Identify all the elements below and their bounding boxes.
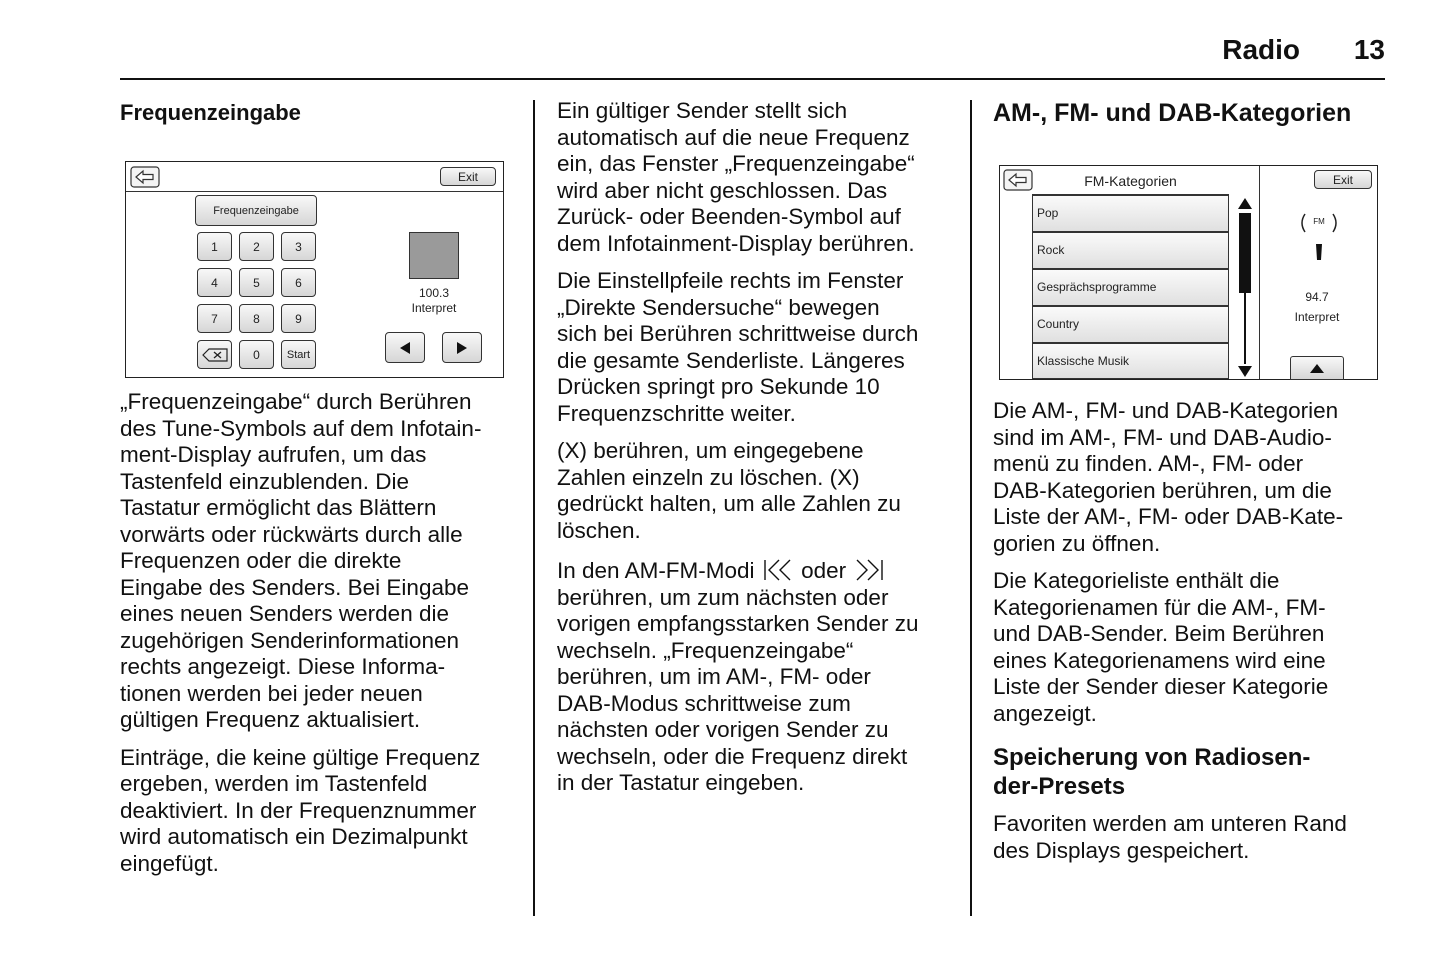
tune-up-button[interactable]: [442, 332, 482, 363]
text-line: rechts angezeigt. Diese Informa-: [120, 654, 446, 679]
paragraph: [993, 568, 1385, 727]
text-line: Tastatur ermöglicht das Blättern: [120, 495, 437, 520]
text-line: Zurück- oder Beenden-Symbol auf: [557, 204, 901, 229]
text-line: „Direkte Sendersuche“ bewegen: [557, 294, 880, 320]
column-2: [557, 98, 952, 797]
text-line: berühren, um im AM-, FM- oder: [557, 664, 871, 689]
text-line: ergeben, werden im Tastenfeld: [120, 771, 428, 796]
key-3-button[interactable]: 3: [281, 232, 316, 261]
arrow-left-icon: [398, 341, 412, 355]
frequency-entry-screen-figure: [125, 161, 504, 378]
text-line: Die Einstellpfeile rechts im Fenster: [557, 268, 904, 293]
exit-button[interactable]: Exit: [1314, 170, 1372, 189]
column-divider: [533, 100, 535, 916]
text-line: und DAB-Sender. Beim Berühren: [993, 621, 1325, 646]
section-heading-categories: AM-, FM- und DAB-Kategorien: [993, 99, 1352, 127]
text-line: berühren, um zum nächsten oder: [557, 584, 889, 610]
scrollbar[interactable]: [1234, 196, 1256, 379]
text-line: gedrückt halten, um alle Zahlen zu: [557, 491, 901, 516]
key-4-button[interactable]: 4: [197, 268, 232, 297]
arrow-up-icon: [1309, 363, 1325, 374]
text-line: löschen.: [557, 517, 641, 543]
album-art-placeholder: [409, 232, 459, 279]
back-icon[interactable]: [1003, 169, 1033, 191]
presets-up-button[interactable]: [1290, 356, 1344, 380]
paragraph: [993, 398, 1385, 557]
back-icon[interactable]: [130, 166, 160, 188]
category-item-pop[interactable]: Pop: [1032, 195, 1229, 232]
paragraph: [120, 389, 481, 877]
text-line: des Displays gespeichert.: [993, 837, 1250, 863]
key-5-button[interactable]: 5: [239, 268, 274, 297]
text-line: Frequenzschritte weiter.: [557, 400, 796, 426]
text-line: vorigen empfangsstarken Sender zu: [557, 611, 919, 636]
key-7-button[interactable]: 7: [197, 304, 232, 333]
tune-down-button[interactable]: [385, 332, 425, 363]
text-fragment: oder: [801, 558, 847, 583]
text-line: in der Tastatur eingeben.: [557, 770, 805, 795]
column-3-text: [993, 398, 1385, 864]
text-line: automatisch auf die neue Frequenz: [557, 124, 910, 150]
text-line: tionen werden bei jeder neuen: [120, 680, 423, 706]
text-line: sind im AM-, FM- und DAB-Audio-: [993, 424, 1332, 450]
list-title: FM-Kategorien: [1032, 166, 1229, 195]
paragraph: [557, 268, 952, 427]
paragraph: [557, 98, 952, 257]
text-line: [557, 558, 952, 585]
key-8-button[interactable]: 8: [239, 304, 274, 333]
paragraph: [557, 558, 952, 797]
section-title: Radio: [1222, 34, 1300, 65]
text-line: Kategorienamen für die AM-, FM-: [993, 594, 1326, 620]
text-line: ein, das Fenster „Frequenzeingabe“: [557, 151, 915, 176]
exit-button[interactable]: Exit: [440, 167, 496, 186]
panel-divider: [1259, 166, 1260, 379]
seek-forward-icon: [854, 559, 884, 581]
heading-line: der-Presets: [993, 773, 1126, 800]
text-line: menü zu finden. AM-, FM- oder: [993, 451, 1304, 476]
key-1-button[interactable]: 1: [197, 232, 232, 261]
text-line: Favoriten werden am unteren Rand: [993, 811, 1347, 836]
text-line: wird aber nicht geschlossen. Das: [557, 177, 888, 203]
text-line: wechseln, oder die Frequenz direkt: [557, 743, 908, 769]
text-line: die gesamte Senderliste. Längeres: [557, 347, 905, 373]
frequency-label: 94.7: [1305, 290, 1329, 304]
scroll-up-icon: [1238, 198, 1252, 209]
text-line: Liste der AM-, FM- oder DAB-Kate-: [993, 504, 1344, 529]
frequency-entry-button[interactable]: Frequenzeingabe: [195, 195, 317, 226]
paragraph: [557, 438, 952, 544]
text-line: Ein gültiger Sender stellt sich: [557, 98, 848, 123]
fm-categories-screen-figure: [999, 165, 1378, 380]
text-line: des Tune-Symbols auf dem Infotain-: [120, 415, 482, 441]
artist-label: Interpret: [1294, 310, 1340, 324]
text-line: zugehörigen Senderinformationen: [120, 627, 459, 653]
text-line: eingefügt.: [120, 850, 219, 876]
key-6-button[interactable]: 6: [281, 268, 316, 297]
text-line: vorwärts oder rückwärts durch alle: [120, 521, 463, 547]
section-heading-frequenzeingabe: Frequenzeingabe: [120, 100, 301, 125]
text-line: ment-Display aufrufen, um das: [120, 442, 427, 467]
text-line: Einträge, die keine gültige Frequenz: [120, 744, 481, 770]
text-line: Liste der Sender dieser Kategorie: [993, 674, 1329, 699]
category-item-rock[interactable]: Rock: [1032, 232, 1229, 269]
text-line: angezeigt.: [993, 700, 1097, 726]
text-line: eines neuen Senders werden die: [120, 601, 449, 626]
text-line: DAB-Kategorien berühren, um die: [993, 477, 1332, 503]
column-divider: [970, 100, 972, 916]
backspace-icon: [202, 348, 228, 362]
text-line: wechseln. „Frequenzeingabe“: [557, 637, 854, 663]
text-line: Die Kategorieliste enthält die: [993, 568, 1280, 593]
text-line: Tastenfeld einzublenden. Die: [120, 468, 409, 494]
key-0-button[interactable]: 0: [239, 340, 274, 369]
text-line: dem Infotainment-Display berühren.: [557, 230, 915, 256]
category-item-talk[interactable]: Gesprächsprogramme: [1032, 269, 1229, 306]
text-line: Die AM-, FM- und DAB-Kategorien: [993, 398, 1339, 423]
text-line: DAB-Modus schrittweise zum: [557, 690, 851, 716]
text-line: „Frequenzeingabe“ durch Berühren: [120, 389, 472, 414]
text-line: Frequenzen oder die direkte: [120, 548, 402, 573]
text-line: deaktiviert. In der Frequenznummer: [120, 797, 477, 823]
scroll-down-icon: [1238, 366, 1252, 377]
text-line: nächsten oder vorigen Sender zu: [557, 717, 889, 742]
text-line: eines Kategorienamens wird eine: [993, 647, 1326, 673]
heading-line: Speicherung von Radiosen-: [993, 744, 1311, 771]
category-item-classical[interactable]: Klassische Musik: [1032, 343, 1229, 379]
text-line: gültigen Frequenz aktualisiert.: [120, 707, 421, 732]
text-line: sich bei Berühren schrittweise durch: [557, 321, 919, 346]
text-line: Drücken springt pro Sekunde 10: [557, 374, 880, 399]
frequency-label: 100.3: [418, 286, 450, 300]
artist-label: Interpret: [411, 301, 457, 315]
text-line: Eingabe des Senders. Bei Eingabe: [120, 574, 470, 600]
section-heading-presets: [993, 743, 1385, 801]
text-line: Zahlen einzeln zu löschen. (X): [557, 464, 860, 490]
page-header: [120, 0, 1385, 80]
key-2-button[interactable]: 2: [239, 232, 274, 261]
scroll-thumb: [1239, 213, 1251, 293]
paragraph: [993, 811, 1385, 864]
text-line: (X) berühren, um eingegebene: [557, 438, 864, 463]
arrow-right-icon: [455, 341, 469, 355]
text-line: gorien zu öffnen.: [993, 530, 1161, 556]
key-9-button[interactable]: 9: [281, 304, 316, 333]
text-fragment: In den AM-FM-Modi: [557, 558, 755, 583]
fm-badge: FM: [1313, 217, 1325, 226]
start-button[interactable]: Start: [281, 340, 316, 369]
page-number: 13: [1353, 34, 1385, 65]
category-item-country[interactable]: Country: [1032, 306, 1229, 343]
text-line: wird automatisch ein Dezimalpunkt: [120, 824, 468, 849]
delete-button[interactable]: [197, 340, 232, 369]
seek-back-icon: [763, 559, 793, 581]
